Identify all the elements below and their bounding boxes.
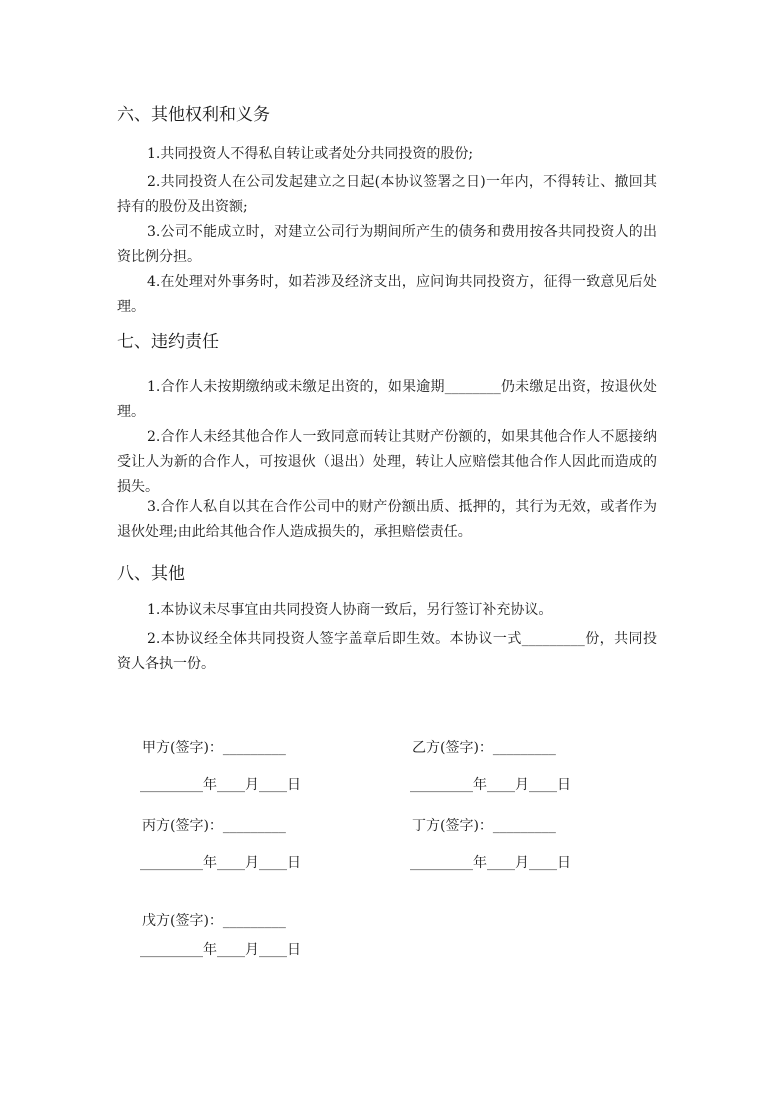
section-6-item-2: 2.共同投资人在公司发起建立之日起(本协议签署之日)一年内，不得转让、撤回其持有的股份及出资额; (117, 174, 657, 215)
section-7-item-3: 3.合作人私自以其在合作公司中的财产份额出质、抵押的，其行为无效，或者作为退伙处理;由此给其他合作人造成损失的，承担赔偿责任。 (117, 499, 657, 540)
section-8-item-1: 1.本协议未尽事宜由共同投资人协商一致后，另行签订补充协议。 (147, 602, 553, 618)
party-e-signature: 戊方(签字)：_________ (142, 913, 286, 929)
party-c-date: _________年____月____日 (140, 855, 301, 871)
party-c-signature: 丙方(签字)：_________ (142, 818, 286, 834)
party-b-signature: 乙方(签字)：_________ (412, 740, 556, 756)
section-7-item-2: 2.合作人未经其他合作人一致同意而转让其财产份额的，如果其他合作人不愿接纳受让人为新的合作人，可按退伙（退出）处理，转让人应赔偿其他合作人因此而造成的损失。 (117, 429, 657, 495)
party-a-signature: 甲方(签字)：_________ (142, 740, 286, 756)
section-8-heading: 八、其他 (117, 564, 185, 584)
section-7-heading: 七、违约责任 (117, 332, 219, 352)
section-8-item-2: 2.本协议经全体共同投资人签字盖章后即生效。本协议一式_________份，共同投资人各执一份。 (117, 631, 657, 672)
section-7-item-1: 1.合作人未按期缴纳或未缴足出资的，如果逾期________仍未缴足出资，按退伙处理。 (117, 379, 657, 420)
party-d-signature: 丁方(签字)：_________ (412, 818, 556, 834)
section-6-item-4: 4.在处理对外事务时，如若涉及经济支出，应问询共同投资方，征得一致意见后处理。 (117, 274, 657, 315)
party-d-date: _________年____月____日 (410, 855, 571, 871)
party-e-date: _________年____月____日 (140, 942, 301, 958)
section-6-heading: 六、其他权利和义务 (117, 105, 270, 125)
section-6-item-3: 3.公司不能成立时，对建立公司行为期间所产生的债务和费用按各共同投资人的出资比例分担。 (117, 224, 657, 265)
section-6-item-1: 1.共同投资人不得私自转让或者处分共同投资的股份; (147, 146, 474, 162)
party-b-date: _________年____月____日 (410, 777, 571, 793)
party-a-date: _________年____月____日 (140, 777, 301, 793)
